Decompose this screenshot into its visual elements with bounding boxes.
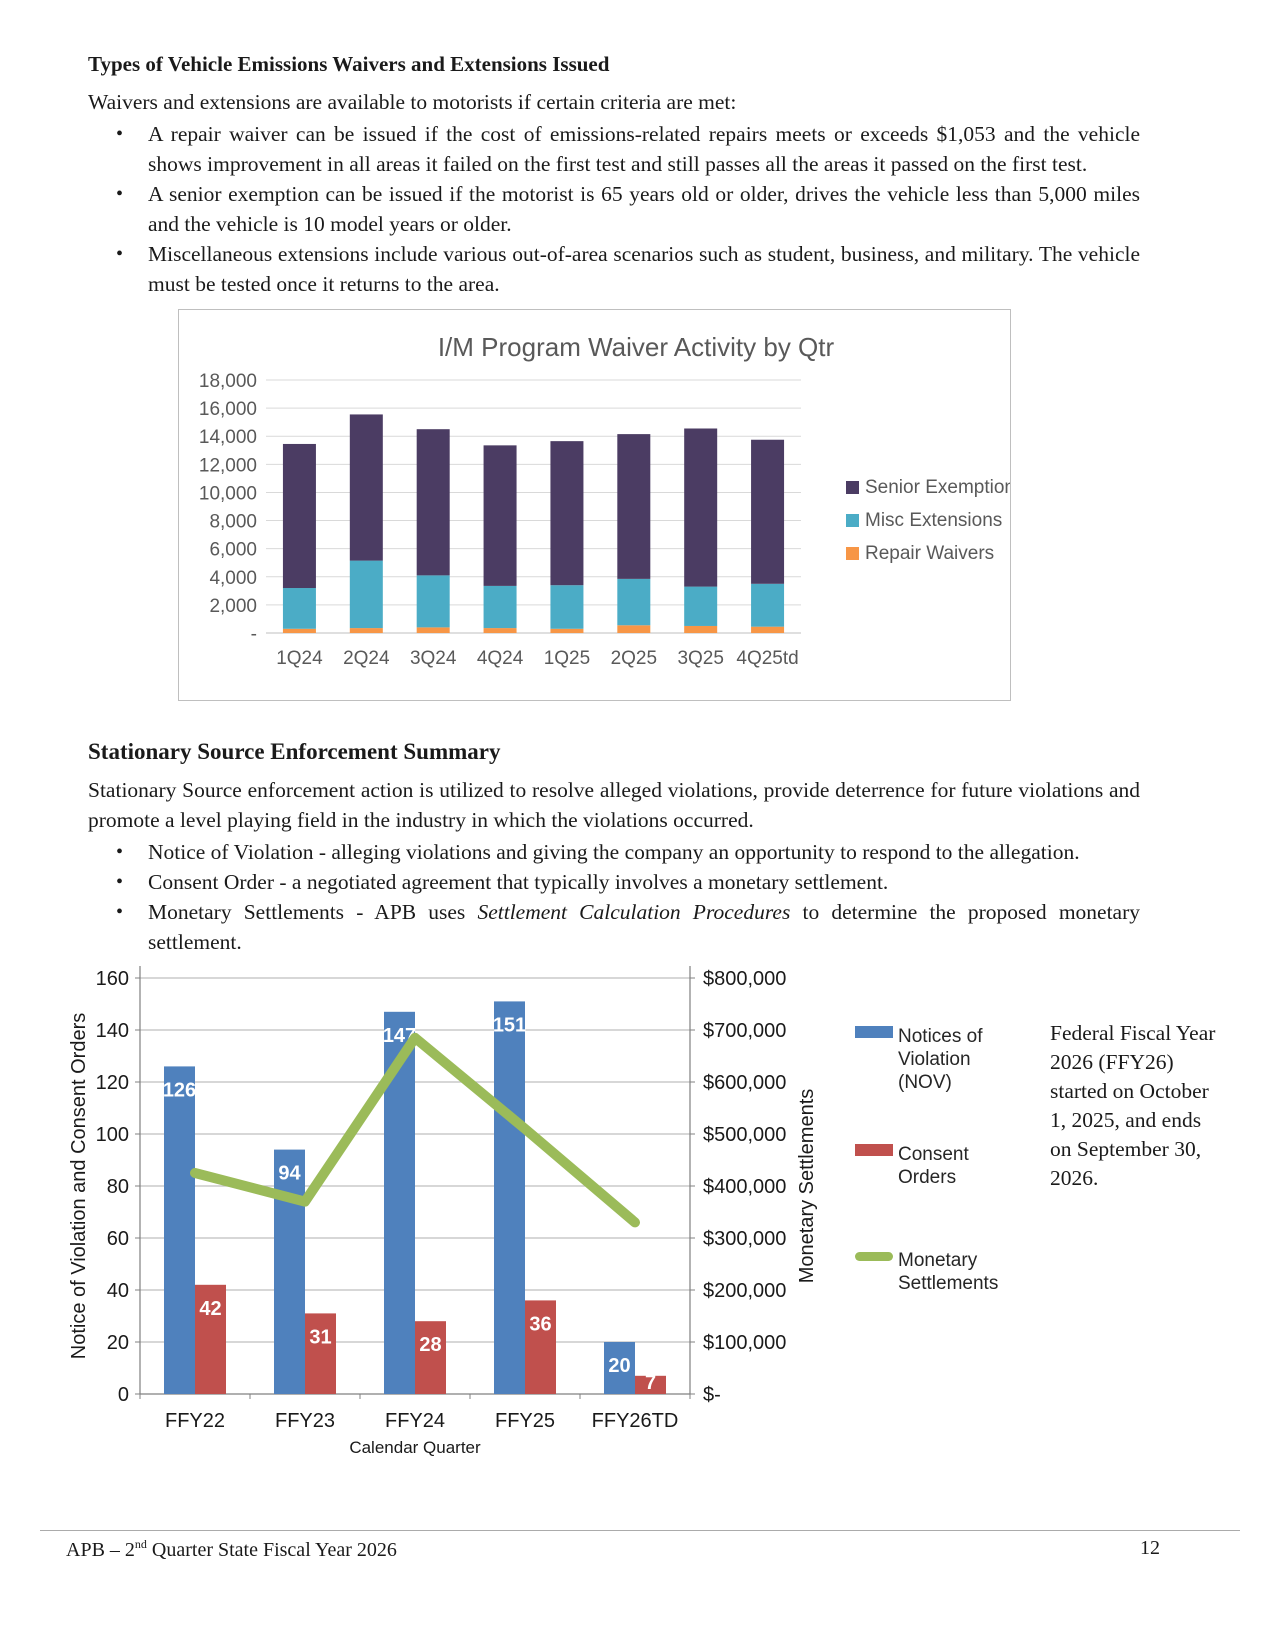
svg-text:7: 7 — [644, 1372, 657, 1394]
svg-text:14,000: 14,000 — [198, 427, 257, 449]
svg-text:Calendar Quarter: Calendar Quarter — [349, 1438, 481, 1456]
bullet-text: Consent Order - a negotiated agreement that typically involves a monetary settlement. — [148, 870, 889, 894]
enforcement-heading: Stationary Source Enforcement Summary — [88, 739, 501, 764]
bullet-item — [88, 867, 1140, 897]
svg-text:$300,000: $300,000 — [703, 1228, 787, 1250]
svg-text:16,000: 16,000 — [198, 399, 257, 421]
svg-text:4Q25td: 4Q25td — [736, 648, 799, 669]
svg-text:2Q24: 2Q24 — [343, 648, 390, 669]
svg-text:4,000: 4,000 — [209, 567, 257, 589]
svg-text:2,000: 2,000 — [209, 595, 257, 617]
svg-text:100: 100 — [95, 1124, 129, 1146]
page-number: 12 — [1140, 1537, 1160, 1559]
im-waiver-activity-chart — [179, 310, 1010, 700]
bullet-text: A senior exemption can be issued if the motorist is 65 years old or older, drives the vehicle less than 5,000 miles and the vehicle is 10 model years or older. — [148, 182, 1140, 236]
svg-text:Monetary Settlements: Monetary Settlements — [796, 1088, 818, 1284]
bullet-item — [88, 179, 1140, 239]
svg-text:31: 31 — [309, 1326, 332, 1349]
svg-text:FFY24: FFY24 — [384, 1410, 446, 1432]
consent-orders-legend-label: Consent Orders — [898, 1144, 969, 1188]
svg-text:FFY23: FFY23 — [274, 1410, 336, 1432]
bullet-text: Miscellaneous extensions include various out-of-area scenarios such as student, business, and military. The vehicle must be tested once it returns to the area. — [148, 242, 1140, 296]
svg-text:147: 147 — [382, 1024, 417, 1047]
svg-text:120: 120 — [95, 1072, 129, 1094]
svg-text:8,000: 8,000 — [209, 511, 257, 533]
ffy26-side-note: Federal Fiscal Year 2026 (FFY26) started on October 1, 2025, and ends on September 30, 2026. — [1050, 1021, 1216, 1190]
svg-text:40: 40 — [106, 1280, 129, 1302]
svg-text:18,000: 18,000 — [198, 371, 257, 392]
legend-item-monetary-settlements — [855, 1249, 1005, 1295]
svg-text:140: 140 — [95, 1020, 129, 1042]
waivers-intro: Waivers and extensions are available to motorists if certain criteria are met: — [88, 90, 737, 114]
svg-text:Misc Extensions: Misc Extensions — [865, 510, 1003, 531]
enforcement-intro: Stationary Source enforcement action is utilized to resolve alleged violations, provide deterrence for future violations and promote a level playing field in the industry in which the violations occurred. — [88, 778, 1140, 832]
svg-text:I/M Program Waiver Activity by: I/M Program Waiver Activity by Qtr — [437, 332, 835, 362]
svg-text:12,000: 12,000 — [198, 455, 257, 477]
monetary-settlements-legend-swatch — [855, 1252, 893, 1261]
consent-orders-legend-swatch — [855, 1144, 893, 1156]
enforcement-chart-area — [65, 961, 1216, 1456]
svg-text:60: 60 — [106, 1228, 129, 1250]
svg-text:FFY22: FFY22 — [164, 1410, 226, 1432]
svg-text:-: - — [250, 624, 257, 645]
svg-text:20: 20 — [106, 1332, 129, 1354]
im-waiver-chart-frame — [178, 309, 1011, 701]
svg-text:3Q24: 3Q24 — [409, 648, 457, 669]
svg-text:0: 0 — [117, 1384, 129, 1406]
svg-text:$600,000: $600,000 — [703, 1072, 787, 1094]
svg-text:FFY26TD: FFY26TD — [591, 1410, 679, 1432]
svg-text:36: 36 — [529, 1313, 552, 1336]
svg-text:2Q25: 2Q25 — [610, 648, 658, 669]
svg-text:160: 160 — [95, 968, 129, 990]
enforcement-summary-chart — [65, 961, 850, 1456]
svg-text:28: 28 — [419, 1334, 442, 1357]
waivers-heading: Types of Vehicle Emissions Waivers and Extensions Issued — [88, 52, 610, 76]
bullet-text-prefix: Monetary Settlements - APB uses — [148, 900, 478, 924]
svg-text:$500,000: $500,000 — [703, 1124, 787, 1146]
enforcement-bullet-list — [88, 837, 1140, 957]
legend-item-nov — [855, 1025, 1005, 1094]
svg-text:Notice of Violation and Consen: Notice of Violation and Consent Orders — [68, 1012, 90, 1360]
bullet-text-italic: Settlement Calculation Procedures — [477, 900, 791, 924]
svg-text:42: 42 — [199, 1297, 222, 1320]
bullet-item — [88, 239, 1140, 299]
svg-text:126: 126 — [162, 1079, 197, 1102]
waivers-bullet-list — [88, 119, 1140, 299]
bullet-item — [88, 897, 1140, 957]
legend-item-consent-orders — [855, 1143, 1005, 1189]
bullet-item — [88, 837, 1140, 867]
svg-text:80: 80 — [106, 1176, 129, 1198]
svg-text:3Q25: 3Q25 — [677, 648, 724, 669]
nov-legend-swatch — [855, 1026, 893, 1038]
svg-text:151: 151 — [492, 1014, 527, 1037]
svg-text:$200,000: $200,000 — [703, 1280, 787, 1302]
footer-report-title: APB – 2nd Quarter State Fiscal Year 2026 — [66, 1537, 397, 1561]
svg-text:$800,000: $800,000 — [703, 968, 787, 990]
bullet-text: A repair waiver can be issued if the cost of emissions-related repairs meets or exceeds $1,053 and the vehicle shows improvement in all areas it failed on the first test and still passes all the areas it passed on the first test. — [148, 122, 1140, 176]
monetary-settlements-legend-label: Monetary Settlements — [898, 1250, 999, 1294]
svg-text:FFY25: FFY25 — [494, 1410, 556, 1432]
svg-text:1Q24: 1Q24 — [276, 648, 323, 669]
svg-text:6,000: 6,000 — [209, 539, 257, 561]
bullet-item — [88, 119, 1140, 179]
svg-text:1Q25: 1Q25 — [543, 648, 591, 669]
nov-legend-label: Notices of Violation (NOV) — [898, 1026, 983, 1093]
svg-text:10,000: 10,000 — [198, 483, 257, 505]
footer-superscript: nd — [134, 1537, 147, 1551]
svg-text:4Q24: 4Q24 — [476, 648, 524, 669]
bullet-text: Notice of Violation - alleging violations and giving the company an opportunity to respond to the allegation. — [148, 840, 1080, 864]
svg-text:94: 94 — [278, 1162, 301, 1185]
svg-text:$100,000: $100,000 — [703, 1332, 787, 1354]
svg-text:Repair Waivers: Repair Waivers — [865, 543, 995, 564]
page-footer — [40, 1530, 1240, 1562]
svg-text:$-: $- — [703, 1384, 721, 1406]
svg-text:$700,000: $700,000 — [703, 1020, 787, 1042]
svg-text:20: 20 — [608, 1355, 631, 1377]
svg-text:Senior Exemptions: Senior Exemptions — [865, 477, 1010, 498]
svg-text:$400,000: $400,000 — [703, 1176, 787, 1198]
bullet-text-suffix: to determine the proposed monetary settlement. — [148, 900, 1141, 954]
